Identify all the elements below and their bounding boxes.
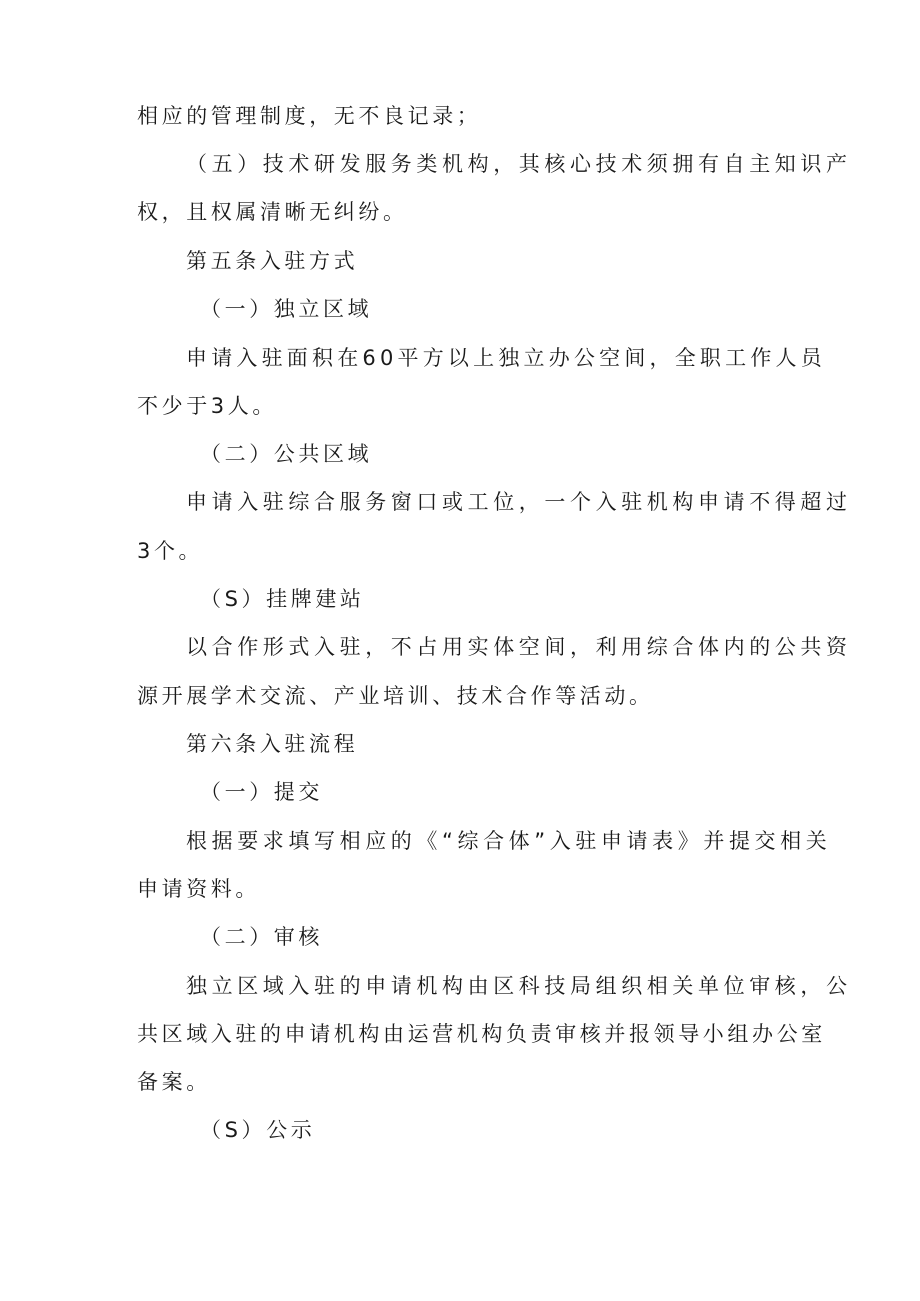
text-line: （五）技术研发服务类机构，其核心技术须拥有自主知识产 xyxy=(186,152,852,176)
subsection-heading: （二）审核 xyxy=(200,925,323,949)
text-line: 以合作形式入驻，不占用实体空间，利用综合体内的公共资 xyxy=(186,635,852,659)
text-line: 源开展学术交流、产业培训、技术合作等活动。 xyxy=(137,684,654,708)
subsection-heading: （S）挂牌建站 xyxy=(200,587,365,611)
section-heading: 第六条入驻流程 xyxy=(186,732,359,756)
subsection-heading: （S）公示 xyxy=(200,1118,316,1142)
text-line: 不少于3人。 xyxy=(137,394,277,418)
subsection-heading: （一）提交 xyxy=(200,780,323,804)
text-line: 相应的管理制度，无不良记录； xyxy=(137,104,482,128)
text-line: 根据要求填写相应的《“综合体”入驻申请表》并提交相关 xyxy=(186,829,832,853)
text-line: 3个。 xyxy=(137,539,204,563)
subsection-heading: （一）独立区域 xyxy=(200,297,373,321)
subsection-heading: （二）公共区域 xyxy=(200,442,373,466)
section-heading: 第五条入驻方式 xyxy=(186,249,359,273)
text-line: 申请入驻面积在60平方以上独立办公空间，全职工作人员 xyxy=(186,346,826,370)
text-line: 申请资料。 xyxy=(137,877,260,901)
text-line: 独立区域入驻的申请机构由区科技局组织相关单位审核，公 xyxy=(186,974,852,998)
text-line: 共区域入驻的申请机构由运营机构负责审核并报领导小组办公室 xyxy=(137,1022,826,1046)
text-line: 申请入驻综合服务窗口或工位，一个入驻机构申请不得超过 xyxy=(186,490,852,514)
text-line: 备案。 xyxy=(137,1070,211,1094)
text-line: 权，且权属清晰无纠纷。 xyxy=(137,200,408,224)
